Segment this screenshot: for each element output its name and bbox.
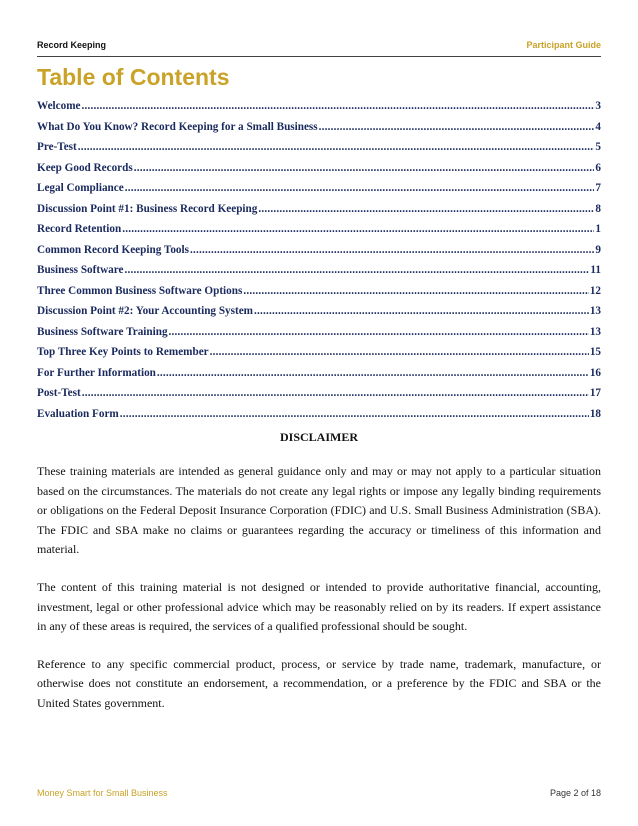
- toc-entry-label: Record Retention: [37, 223, 122, 235]
- toc-entry-page-number: 17: [589, 387, 601, 399]
- toc-dot-leader: [125, 182, 595, 194]
- toc-entry-page-number: 13: [589, 325, 601, 338]
- toc-entry-page-number: 6: [595, 161, 601, 174]
- toc-entry-page-number: 1: [595, 223, 601, 235]
- disclaimer-paragraph: The content of this training material is not designed or intended to provide authoritative financial, accounting, investment, legal or other professional advice which may be reasonably relied on by its readers. If expert assistance in any of these areas is required, the services of a qualified professional should be sought.: [37, 579, 601, 634]
- toc-dot-leader: [254, 305, 589, 317]
- toc-entry[interactable]: [37, 121, 601, 142]
- page-footer: [37, 788, 601, 802]
- toc-entry-label: Pre-Test: [37, 141, 77, 153]
- toc-entry-label: Legal Compliance: [37, 182, 124, 194]
- toc-dot-leader: [134, 162, 595, 174]
- toc-entry[interactable]: [37, 100, 601, 121]
- toc-entry-page-number: 9: [595, 243, 601, 256]
- toc-dot-leader: [210, 346, 589, 358]
- toc-entry-page-number: 4: [595, 120, 601, 133]
- toc-entry-label: Business Software: [37, 264, 124, 276]
- toc-dot-leader: [243, 285, 588, 297]
- toc-entry-label: Top Three Key Points to Remember: [37, 346, 209, 358]
- toc-dot-leader: [82, 387, 589, 399]
- toc-entry-label: Common Record Keeping Tools: [37, 243, 189, 256]
- page-title: Table of Contents: [37, 64, 230, 90]
- toc-entry-label: Evaluation Form: [37, 407, 119, 420]
- header-guide-label: Participant Guide: [526, 40, 601, 50]
- toc-dot-leader: [258, 203, 594, 215]
- toc-dot-leader: [319, 121, 595, 133]
- toc-entry-page-number: 8: [595, 202, 601, 215]
- toc-entry-label: For Further Information: [37, 366, 156, 379]
- disclaimer-heading: DISCLAIMER: [279, 430, 358, 444]
- toc-entry-label: What Do You Know? Record Keeping for a Small Business: [37, 120, 318, 133]
- toc-dot-leader: [82, 100, 595, 112]
- disclaimer-paragraph: These training materials are intended as general guidance only and may or may not apply to a particular situation based on the circumstances. The materials do not create any legal rights or impose any legally binding requirements or obligations on the Federal Deposit Insurance Corporation (FDIC) and U.S. Small Business Administration (SBA). The FDIC and SBA make no claims or guarantees regarding the accuracy or timeliness of this information and material.: [37, 464, 601, 557]
- toc-entry[interactable]: [37, 264, 601, 285]
- toc-entry-page-number: 7: [595, 182, 601, 194]
- toc-dot-leader: [120, 408, 589, 420]
- footer-series-title: Money Smart for Small Business: [37, 788, 168, 798]
- toc-dot-leader: [122, 223, 594, 235]
- toc-entry-label: Three Common Business Software Options: [37, 284, 243, 297]
- toc-entry-label: Post-Test: [37, 387, 81, 399]
- footer-page-number: Page 2 of 18: [549, 788, 601, 798]
- toc-entry[interactable]: [37, 223, 601, 244]
- disclaimer-paragraph: Reference to any specific commercial product, process, or service by trade name, trademark, manufacture, or otherwise does not constitute an endorsement, a recommendation, or a preference by the FDIC and SBA or the United States government.: [37, 656, 601, 710]
- toc-entry[interactable]: [37, 346, 601, 367]
- toc-entry[interactable]: [37, 326, 601, 347]
- toc-dot-leader: [190, 244, 594, 256]
- toc-entry-page-number: 18: [589, 407, 601, 420]
- header-module-title: Record Keeping: [37, 40, 107, 50]
- toc-entry-label: Business Software Training: [37, 325, 168, 338]
- toc-entry-page-number: 11: [590, 264, 601, 276]
- toc-entry-page-number: 3: [595, 100, 601, 112]
- toc-entry-page-number: 16: [589, 366, 601, 379]
- toc-entry-label: Discussion Point #1: Business Record Keeping: [37, 202, 258, 215]
- toc-entry[interactable]: [37, 182, 601, 203]
- toc-entry[interactable]: [37, 203, 601, 224]
- toc-entry-label: Discussion Point #2: Your Accounting System: [37, 305, 254, 317]
- toc-entry[interactable]: [37, 408, 601, 429]
- toc-entry-label: Keep Good Records: [37, 161, 133, 174]
- toc-dot-leader: [125, 264, 590, 276]
- toc-entry[interactable]: [37, 305, 601, 326]
- toc-entry-page-number: 12: [589, 284, 601, 297]
- page-header: [37, 36, 601, 50]
- toc-entry-page-number: 5: [595, 141, 601, 153]
- toc-entry-label: Welcome: [37, 100, 81, 112]
- toc-entry[interactable]: [37, 162, 601, 183]
- toc-entry[interactable]: [37, 387, 601, 408]
- table-of-contents: [37, 100, 601, 428]
- disclaimer-body: [37, 462, 601, 732]
- header-divider: [37, 56, 601, 57]
- toc-entry-page-number: 15: [589, 346, 601, 358]
- toc-entry[interactable]: [37, 244, 601, 265]
- toc-dot-leader: [78, 141, 595, 153]
- toc-entry[interactable]: [37, 367, 601, 388]
- toc-entry-page-number: 13: [589, 305, 601, 317]
- toc-entry[interactable]: [37, 141, 601, 162]
- toc-dot-leader: [157, 367, 589, 379]
- toc-entry[interactable]: [37, 285, 601, 306]
- toc-dot-leader: [169, 326, 589, 338]
